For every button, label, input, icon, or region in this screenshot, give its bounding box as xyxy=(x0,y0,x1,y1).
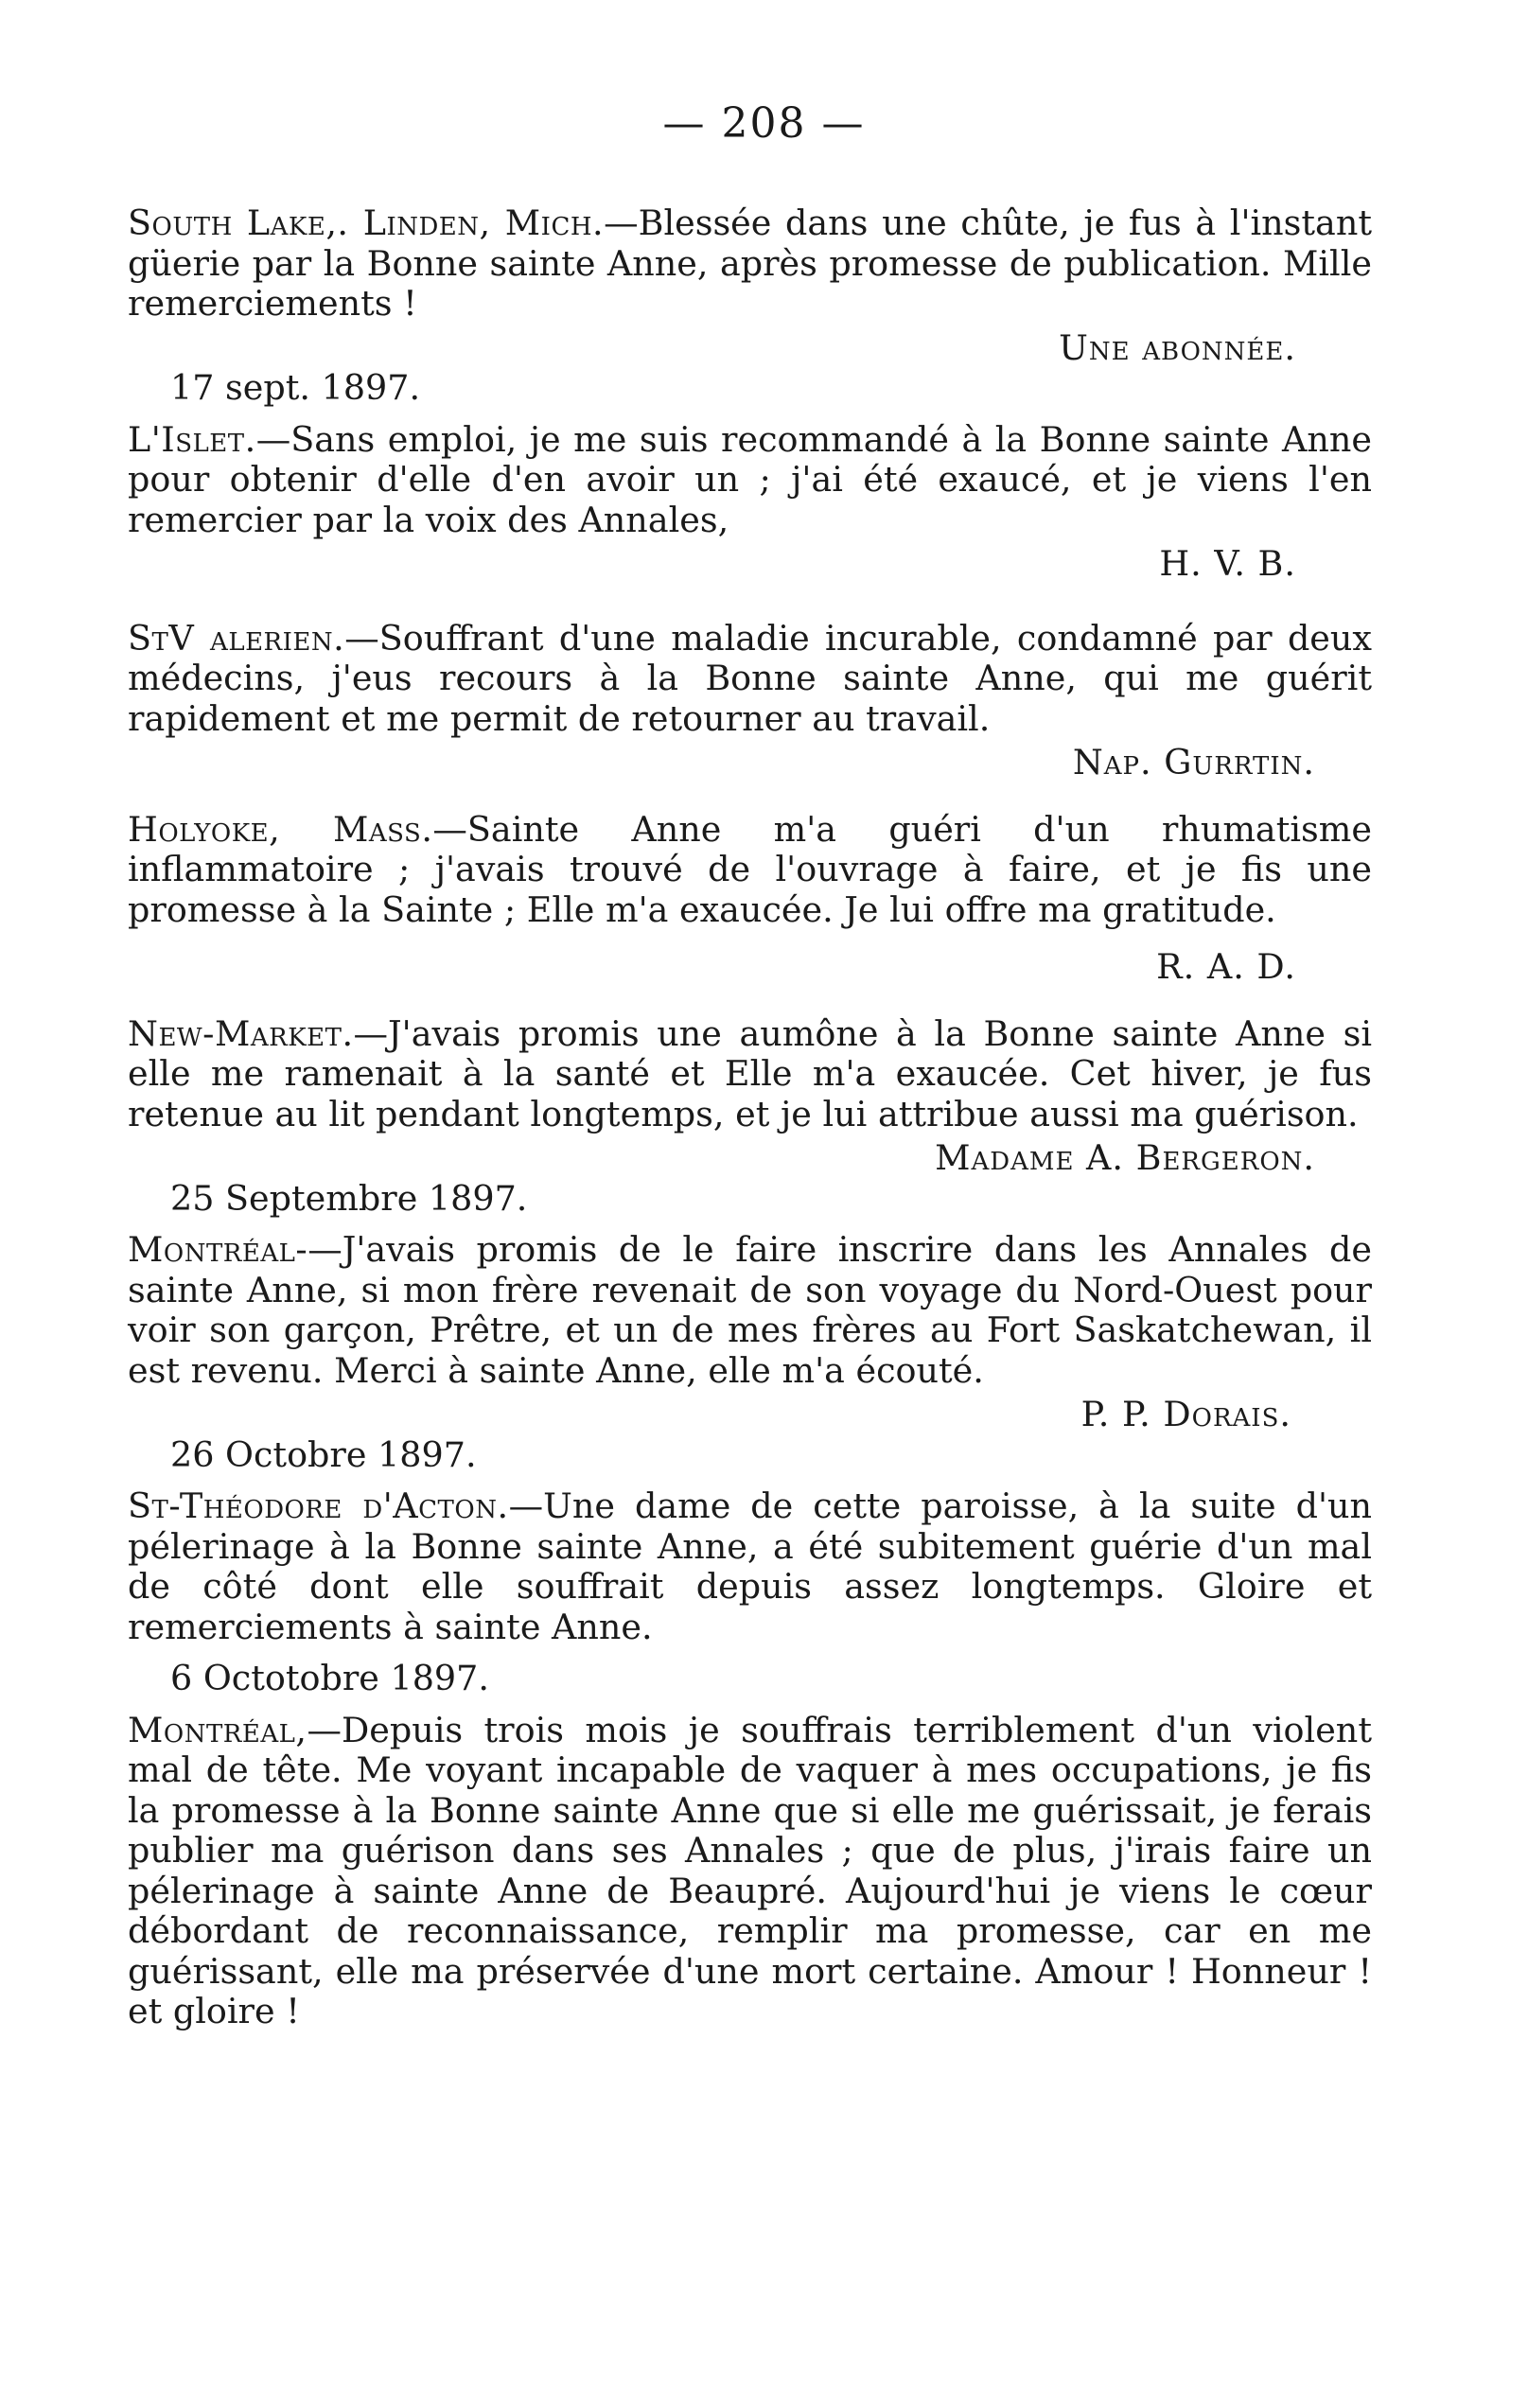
entry-signature: Madame A. Bergeron. xyxy=(935,1137,1315,1178)
entry-signature: Nap. Gurrtin. xyxy=(1072,742,1315,782)
entry-date: 25 Septembre 1897. xyxy=(170,1177,528,1219)
entry-signature: R. A. D. xyxy=(1156,946,1296,987)
entry-text: —J'avais promis une aumône à la Bonne sainte Anne si elle me ramenait à la santé et Elle m'a exaucée. Cet hiver, je fus retenue au lit pendant longtemps, et je lui attribue aussi ma guérison. xyxy=(128,1012,1372,1134)
entry-heading: Montréal- xyxy=(128,1229,308,1270)
entry-signature: P. P. Dorais. xyxy=(1080,1394,1291,1434)
entry-south-lake xyxy=(128,203,1372,325)
entry-islet xyxy=(128,420,1372,541)
entry-heading: New-Market. xyxy=(128,1012,354,1054)
entry-montreal-2 xyxy=(128,1711,1372,2032)
entry-heading: St-Théodore d'Acton. xyxy=(128,1485,509,1526)
entry-st-valerien xyxy=(128,619,1372,740)
entry-heading: L'Islet. xyxy=(128,418,256,460)
entry-signature: Une abonnée. xyxy=(1059,326,1296,368)
entry-heading: Holyoke, Mass. xyxy=(128,808,433,850)
entry-new-market xyxy=(128,1014,1372,1135)
entry-text: —Blessée dans une chûte, je fus à l'instant güerie par la Bonne sainte Anne, après promesse de publication. Mille remerciements ! xyxy=(128,202,1372,324)
entry-holyoke xyxy=(128,810,1372,931)
page-number: — 208 — xyxy=(662,99,866,148)
entry-date: 17 sept. 1897. xyxy=(170,367,421,408)
entry-date: 6 Octotobre 1897. xyxy=(170,1658,489,1698)
entry-signature: H. V. B. xyxy=(1159,543,1296,584)
entry-text: —Sans emploi, je me suis recommandé à la Bonne sainte Anne pour obtenir d'elle d'en avoir un ; j'ai été exaucé, et je viens l'en remercier par la voix des Annales, xyxy=(128,418,1372,540)
entry-text: —Sainte Anne m'a guéri d'un rhumatisme inflammatoire ; j'avais trouvé de l'ouvrage à faire, et je fis une promesse à la Sainte ; Elle m'a exaucée. Je lui offre ma gratitude. xyxy=(128,808,1372,930)
entry-st-theodore xyxy=(128,1486,1372,1647)
entry-text: —Souffrant d'une maladie incurable, condamné par deux médecins, j'eus recours à la Bonne sainte Anne, qui me guérit rapidement et me permit de retourner au travail. xyxy=(128,617,1373,739)
entry-heading: South Lake,. Linden, Mich. xyxy=(128,202,605,243)
entry-montreal-1 xyxy=(128,1230,1372,1391)
entry-heading: Montréal, xyxy=(128,1709,307,1750)
entry-text: —Depuis trois mois je souffrais terriblement d'un violent mal de tête. Me voyant incapable de vaquer à mes occupations, je fis la promesse à la Bonne sainte Anne que si elle me guérissait, je ferais publier ma guérison dans ses Annales ; que de plus, j'irais faire un pélerinage à sainte Anne de Beaupré. Aujourd'hui je viens le cœur débordant de reconnaissance, remplir ma promesse, car en me guérissant, elle ma préservée d'une mort certaine. Amour ! Honneur ! et gloire ! xyxy=(128,1709,1372,2031)
entry-text: —Une dame de cette paroisse, à la suite d'un pélerinage à la Bonne sainte Anne, a été subitement guérie d'un mal de côté dont elle souffrait depuis assez longtemps. Gloire et remerciements à sainte Anne. xyxy=(128,1485,1373,1647)
entry-text: —J'avais promis de le faire inscrire dans les Annales de sainte Anne, si mon frère revenait de son voyage du Nord-Ouest pour voir son garçon, Prêtre, et un de mes frères au Fort Saskatchewan, il est revenu. Merci à sainte Anne, elle m'a écouté. xyxy=(128,1229,1372,1391)
page-body xyxy=(128,203,1372,2032)
entry-heading: StV alerien. xyxy=(128,617,345,659)
entry-date: 26 Octobre 1897. xyxy=(170,1433,477,1475)
